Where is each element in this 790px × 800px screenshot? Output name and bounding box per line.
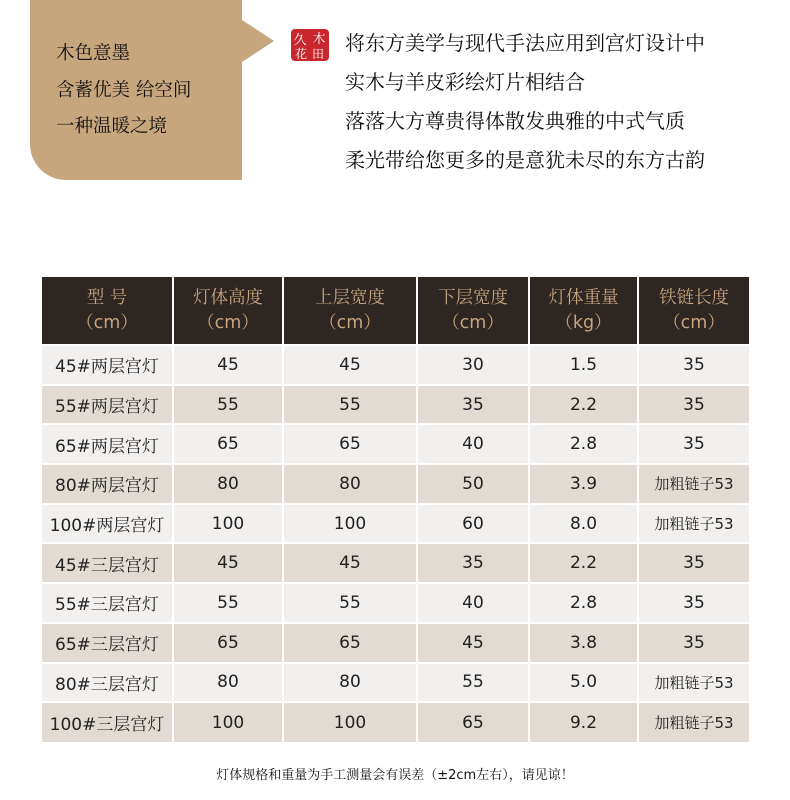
- cell-model: 55#三层宫灯: [42, 583, 173, 623]
- seal-char-1: 久: [293, 33, 307, 48]
- cell-height: 45: [173, 543, 283, 583]
- seal-char-4: 田: [311, 47, 325, 61]
- cell-weight: 2.8: [529, 424, 638, 464]
- cell-weight: 3.8: [529, 623, 638, 663]
- table-row: [42, 663, 749, 703]
- cell-bottom-width: 35: [417, 385, 529, 425]
- cell-height: 65: [173, 424, 283, 464]
- table-row: [42, 385, 749, 425]
- table-row: [42, 345, 749, 385]
- table-row: [42, 623, 749, 663]
- cell-top-width: 80: [283, 464, 417, 504]
- cell-height: 100: [173, 702, 283, 742]
- header-top-width-unit: （cm）: [319, 312, 381, 333]
- cell-bottom-width: 50: [417, 464, 529, 504]
- intro-line-3: 一种温暖之境: [56, 116, 168, 137]
- header-height-label: 灯体高度: [193, 287, 263, 308]
- table-row: [42, 583, 749, 623]
- cell-height: 55: [173, 583, 283, 623]
- table-header-row: [42, 277, 749, 345]
- cell-weight: 2.8: [529, 583, 638, 623]
- seal-icon: [290, 28, 330, 62]
- cell-height: 80: [173, 663, 283, 703]
- description-line-4: 柔光带给您更多的是意犹未尽的东方古韵: [345, 148, 705, 172]
- intro-text: [56, 36, 236, 146]
- header-weight-unit: （kg）: [555, 312, 612, 333]
- cell-bottom-width: 45: [417, 623, 529, 663]
- cell-weight: 5.0: [529, 663, 638, 703]
- table-row: [42, 504, 749, 544]
- cell-weight: 2.2: [529, 385, 638, 425]
- cell-model: 45#三层宫灯: [42, 543, 173, 583]
- intro-panel-notch: [242, 20, 274, 62]
- cell-top-width: 65: [283, 424, 417, 464]
- cell-top-width: 100: [283, 504, 417, 544]
- cell-top-width: 65: [283, 623, 417, 663]
- cell-bottom-width: 40: [417, 424, 529, 464]
- cell-weight: 3.9: [529, 464, 638, 504]
- spec-table: [42, 277, 749, 742]
- cell-model: 100#两层宫灯: [42, 504, 173, 544]
- cell-bottom-width: 65: [417, 702, 529, 742]
- header-height: [173, 277, 283, 345]
- header-bottom-width-label: 下层宽度: [438, 287, 508, 308]
- cell-chain-length: 加粗链子53: [638, 464, 749, 504]
- cell-top-width: 45: [283, 345, 417, 385]
- cell-model: 45#两层宫灯: [42, 345, 173, 385]
- table-row: [42, 543, 749, 583]
- cell-bottom-width: 40: [417, 583, 529, 623]
- description-line-3: 落落大方尊贵得体散发典雅的中式气质: [345, 109, 685, 133]
- cell-height: 65: [173, 623, 283, 663]
- header-chain-length-unit: （cm）: [663, 312, 725, 333]
- cell-chain-length: 35: [638, 543, 749, 583]
- intro-line-1: 木色意墨: [56, 43, 131, 64]
- cell-top-width: 45: [283, 543, 417, 583]
- header-top-width: [283, 277, 417, 345]
- header-height-unit: （cm）: [197, 312, 259, 333]
- cell-height: 80: [173, 464, 283, 504]
- table-row: [42, 424, 749, 464]
- cell-model: 100#三层宫灯: [42, 702, 173, 742]
- intro-line-2: 含蓄优美 给空间: [56, 79, 192, 101]
- seal-char-3: 花: [294, 47, 308, 61]
- cell-weight: 2.2: [529, 543, 638, 583]
- cell-bottom-width: 35: [417, 543, 529, 583]
- cell-top-width: 55: [283, 583, 417, 623]
- measurement-disclaimer: 灯体规格和重量为手工测量会有误差（±2cm左右），请见谅！: [216, 768, 574, 783]
- cell-bottom-width: 30: [417, 345, 529, 385]
- description-line-2: 实木与羊皮彩绘灯片相结合: [345, 70, 585, 94]
- header-chain-length-label: 铁链长度: [659, 287, 729, 308]
- cell-chain-length: 35: [638, 385, 749, 425]
- header-weight-label: 灯体重量: [548, 287, 619, 308]
- cell-top-width: 55: [283, 385, 417, 425]
- cell-model: 65#两层宫灯: [42, 424, 173, 464]
- header-model: [42, 277, 173, 345]
- product-description: [345, 24, 765, 180]
- cell-height: 55: [173, 385, 283, 425]
- cell-model: 65#三层宫灯: [42, 623, 173, 663]
- header-chain-length: [638, 277, 749, 345]
- cell-height: 45: [173, 345, 283, 385]
- cell-chain-length: 35: [638, 623, 749, 663]
- cell-top-width: 100: [283, 702, 417, 742]
- header-weight: [529, 277, 638, 345]
- cell-model: 80#两层宫灯: [42, 464, 173, 504]
- cell-weight: 9.2: [529, 702, 638, 742]
- header-bottom-width: [417, 277, 529, 345]
- cell-chain-length: 35: [638, 345, 749, 385]
- cell-chain-length: 加粗链子53: [638, 663, 749, 703]
- cell-bottom-width: 55: [417, 663, 529, 703]
- cell-weight: 1.5: [529, 345, 638, 385]
- header-model-unit: （cm）: [76, 312, 138, 333]
- cell-weight: 8.0: [529, 504, 638, 544]
- cell-height: 100: [173, 504, 283, 544]
- header-top-width-label: 上层宽度: [315, 287, 385, 308]
- cell-chain-length: 35: [638, 583, 749, 623]
- header-bottom-width-unit: （cm）: [442, 312, 504, 333]
- header-model-label: 型 号: [86, 287, 128, 308]
- description-line-1: 将东方美学与现代手法应用到宫灯设计中: [345, 31, 705, 55]
- seal-char-2: 木: [312, 32, 326, 47]
- table-row: [42, 464, 749, 504]
- cell-chain-length: 加粗链子53: [638, 504, 749, 544]
- cell-top-width: 80: [283, 663, 417, 703]
- table-row: [42, 702, 749, 742]
- cell-bottom-width: 60: [417, 504, 529, 544]
- cell-model: 55#两层宫灯: [42, 385, 173, 425]
- cell-chain-length: 35: [638, 424, 749, 464]
- cell-chain-length: 加粗链子53: [638, 702, 749, 742]
- brand-seal-logo: [290, 28, 330, 62]
- cell-model: 80#三层宫灯: [42, 663, 173, 703]
